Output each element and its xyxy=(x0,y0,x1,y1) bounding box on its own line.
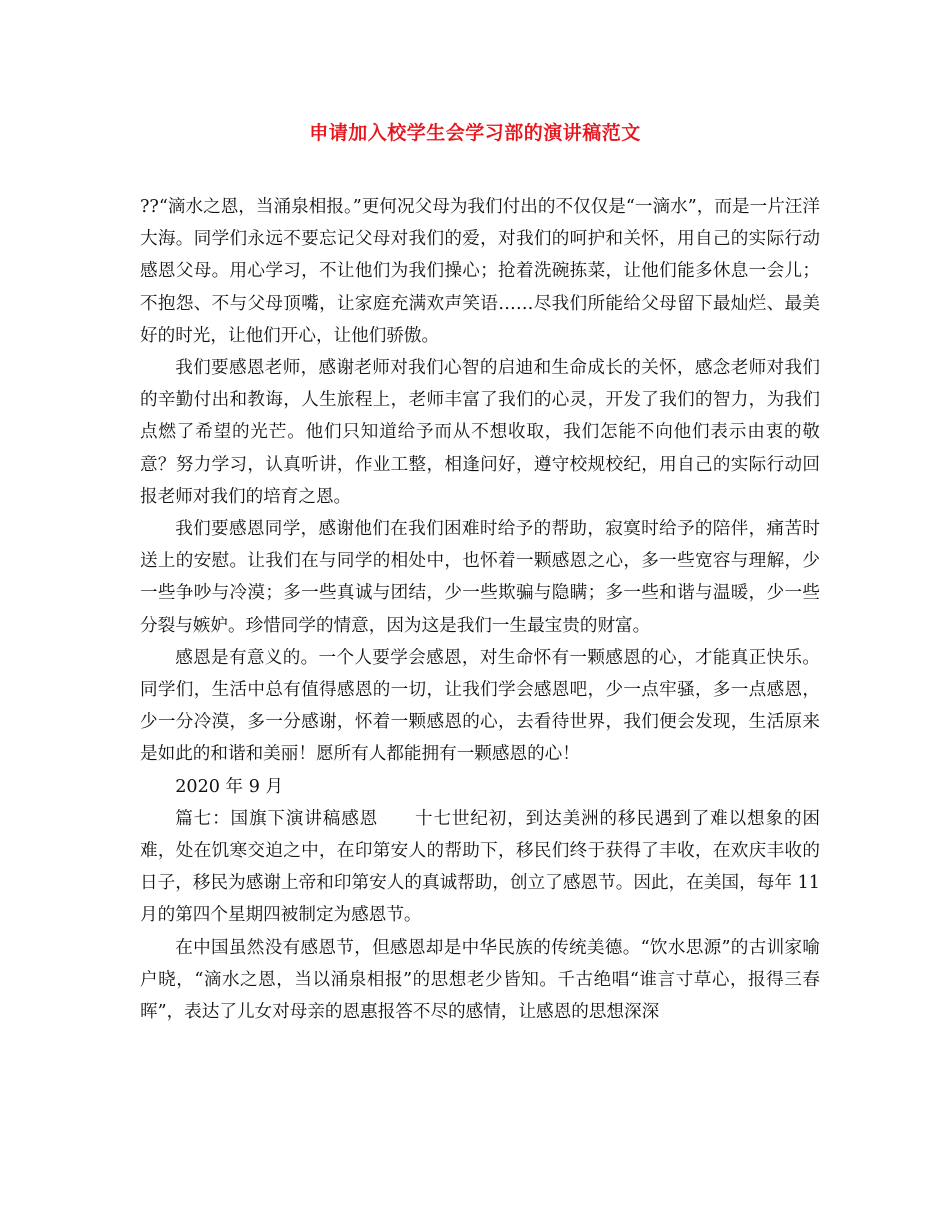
paragraph-4: 感恩是有意义的。一个人要学会感恩，对生命怀有一颗感恩的心，才能真正快乐。同学们，生活中总有值得感恩的一切，让我们学会感恩吧，少一点牢骚，多一点感恩，少一分冷漠，多一分感谢，怀着一颗感恩的心，去看待世界，我们便会发现，生活原来是如此的和谐和美丽！愿所有人都能拥有一颗感恩的心！ xyxy=(140,647,820,765)
document-body xyxy=(140,191,820,1028)
paragraph-2: 我们要感恩老师，感谢老师对我们心智的启迪和生命成长的关怀，感念老师对我们的辛勤付出和教诲，人生旅程上，老师丰富了我们的心灵，开发了我们的智力，为我们点燃了希望的光芒。他们只知道给予而从不想收取，我们怎能不向他们表示由衷的敬意？努力学习，认真听讲，作业工整，相逢问好，遵守校规校纪，用自己的实际行动回报老师对我们的培育之恩。 xyxy=(140,358,820,507)
date-line: 2020 年 9 月 xyxy=(175,776,284,797)
paragraph-3: 我们要感恩同学，感谢他们在我们困难时给予的帮助，寂寞时给予的陪伴，痛苦时送上的安慰。让我们在与同学的相处中，也怀着一颗感恩之心，多一些宽容与理解，少一些争吵与冷漠；多一些真诚与团结，少一些欺骗与隐瞒；多一些和谐与温暖，少一些分裂与嫉妒。珍惜同学的情意，因为这是我们一生最宝贵的财富。 xyxy=(140,519,820,636)
document-title: 申请加入校学生会学习部的演讲稿范文 xyxy=(309,122,641,144)
paragraph-1: ??“滴水之恩，当涌泉相报。”更何况父母为我们付出的不仅仅是“一滴水”，而是一片汪洋大海。同学们永远不要忘记父母对我们的爱，对我们的呵护和关怀，用自己的实际行动感恩父母。用心学习，不让他们为我们操心；抢着洗碗拣菜，让他们能多休息一会儿；不抱怨、不与父母顶嘴，让家庭充满欢声笑语……尽我们所能给父母留下最灿烂、最美好的时光，让他们开心，让他们骄傲。 xyxy=(140,197,820,346)
paragraph-5: 篇七：国旗下演讲稿感恩 十七世纪初，到达美洲的移民遇到了难以想象的困难，处在饥寒交迫之中，在印第安人的帮助下，移民们终于获得了丰收，在欢庆丰收的日子，移民为感谢上帝和印第安人的真诚帮助，创立了感恩节。因此，在美国，每年 11 月的第四个星期四被制定为感恩节。 xyxy=(140,808,820,926)
paragraph-6: 在中国虽然没有感恩节，但感恩却是中华民族的传统美德。“饮水思源”的古训家喻户晓，“滴水之恩，当以涌泉相报”的思想老少皆知。千古绝唱“谁言寸草心，报得三春晖”，表达了儿女对母亲的恩惠报答不尽的感情，让感恩的思想深深 xyxy=(140,937,820,1023)
